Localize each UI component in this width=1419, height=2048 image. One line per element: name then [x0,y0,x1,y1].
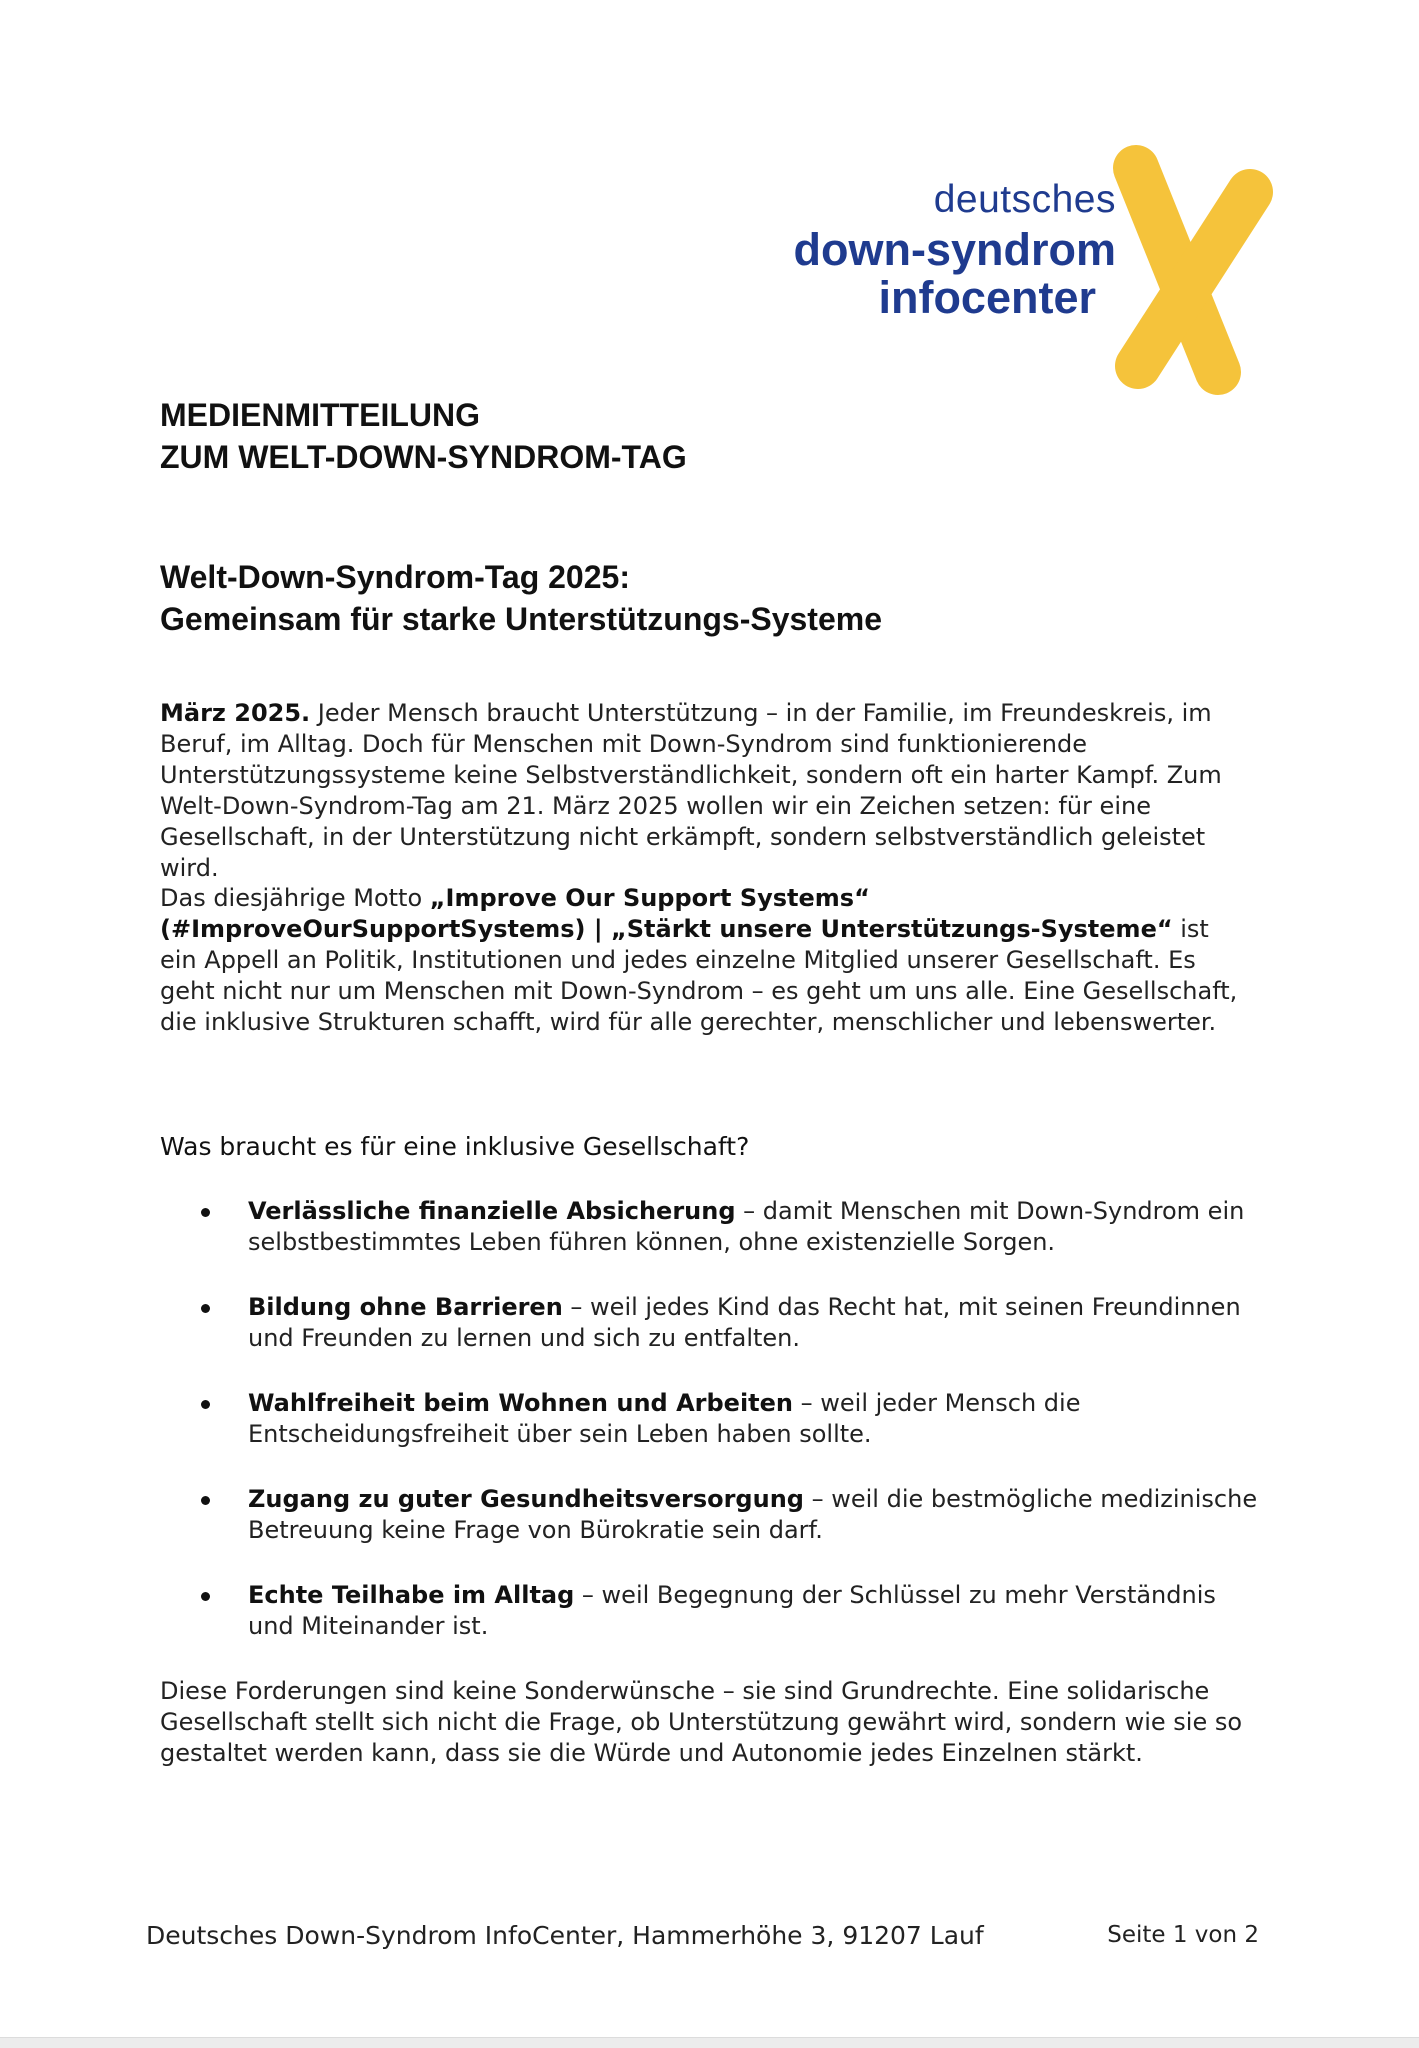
motto-bold: „Improve Our Support Systems“ (#ImproveOurSupportSystems) | „Stärkt unsere Unterstützungs-Systeme“ [160,884,1173,943]
demands-list [160,1196,1260,1676]
list-item [160,1580,1260,1642]
demand-title: Wahlfreiheit beim Wohnen und Arbeiten [248,1389,794,1417]
motto-after: ist ein Appell an Politik, Institutionen und jedes einzelne Mitglied unserer Gesellschaft. Es geht nicht nur um Menschen mit Down-Syndrom – es geht um uns alle. Eine Gesellschaft, die inklusive Strukturen schafft, wird für alle gerechter, menschlicher und lebenswerter. [160,915,1238,1036]
closing-paragraph: Diese Forderungen sind keine Sonderwünsche – sie sind Grundrechte. Eine solidarische Gesellschaft stellt sich nicht die Frage, ob Unterstützung gewährt wird, sondern wie sie so gestaltet werden kann, dass sie die Würde und Autonomie jedes Einzelnen stärkt. [160,1677,1243,1767]
organization-logo [760,140,1280,400]
logo-text-deutsches: deutsches [933,178,1116,221]
motto-before: Das diesjährige Motto [160,884,430,912]
logo-text-down-syndrom: down-syndrom [793,224,1116,275]
demand-text: – weil die bestmögliche medizinische Betreuung keine Frage von Bürokratie sein darf. [248,1485,1258,1544]
demand-text: – weil jedes Kind das Recht hat, mit seinen Freundinnen und Freunden zu lernen und sich zu entfalten. [248,1293,1241,1352]
press-title-line-2: ZUM WELT-DOWN-SYNDROM-TAG [160,439,687,475]
demand-text: – damit Menschen mit Down-Syndrom ein selbstbestimmtes Leben führen können, ohne existenzielle Sorgen. [248,1197,1245,1256]
bullet-icon [201,1304,210,1313]
headline-line-2: Gemeinsam für starke Unterstützungs-Systeme [160,601,882,637]
headline-line-1: Welt-Down-Syndrom-Tag 2025: [160,559,630,595]
bullet-icon [201,1496,210,1505]
list-item [160,1196,1260,1258]
press-title-line-1: MEDIENMITTEILUNG [160,397,480,433]
intro-text: Jeder Mensch braucht Unterstützung – in der Familie, im Freundeskreis, im Beruf, im Alltag. Doch für Menschen mit Down-Syndrom sind funktionierende Unterstützungssysteme keine Selbstverständlichkeit, sondern oft ein harter Kampf. Zum Welt-Down-Syndrom-Tag am 21. März 2025 wollen wir ein Zeichen setzen: für eine Gesellschaft, in der Unterstützung nicht erkämpft, sondern selbstverständlich geleistet wird. [160,699,1222,882]
demand-text: – weil jeder Mensch die Entscheidungsfreiheit über sein Leben haben sollte. [248,1389,1081,1448]
bullet-icon [201,1400,210,1409]
section-heading: Was braucht es für eine inklusive Gesellschaft? [160,1132,750,1161]
page-bottom-edge [0,2037,1419,2048]
demand-title: Echte Teilhabe im Alltag [248,1581,575,1609]
demand-title: Bildung ohne Barrieren [248,1293,563,1321]
bullet-icon [201,1592,210,1601]
press-release-title [160,394,687,478]
intro-date: März 2025. [160,699,311,727]
demand-text: – weil Begegnung der Schlüssel zu mehr Verständnis und Miteinander ist. [248,1581,1216,1640]
list-item [160,1388,1260,1450]
motto-paragraph [160,883,1250,1038]
intro-paragraph [160,698,1250,884]
demand-title: Zugang zu guter Gesundheitsversorgung [248,1485,804,1513]
logo-text-infocenter: infocenter [878,272,1096,323]
demand-title: Verlässliche finanzielle Absicherung [248,1197,736,1225]
bullet-icon [201,1208,210,1217]
footer-page-number: Seite 1 von 2 [1107,1922,1259,1948]
article-headline [160,556,882,640]
list-item [160,1484,1260,1546]
footer-address: Deutsches Down-Syndrom InfoCenter, Hammerhöhe 3, 91207 Lauf [146,1921,984,1950]
list-item [160,1292,1260,1354]
